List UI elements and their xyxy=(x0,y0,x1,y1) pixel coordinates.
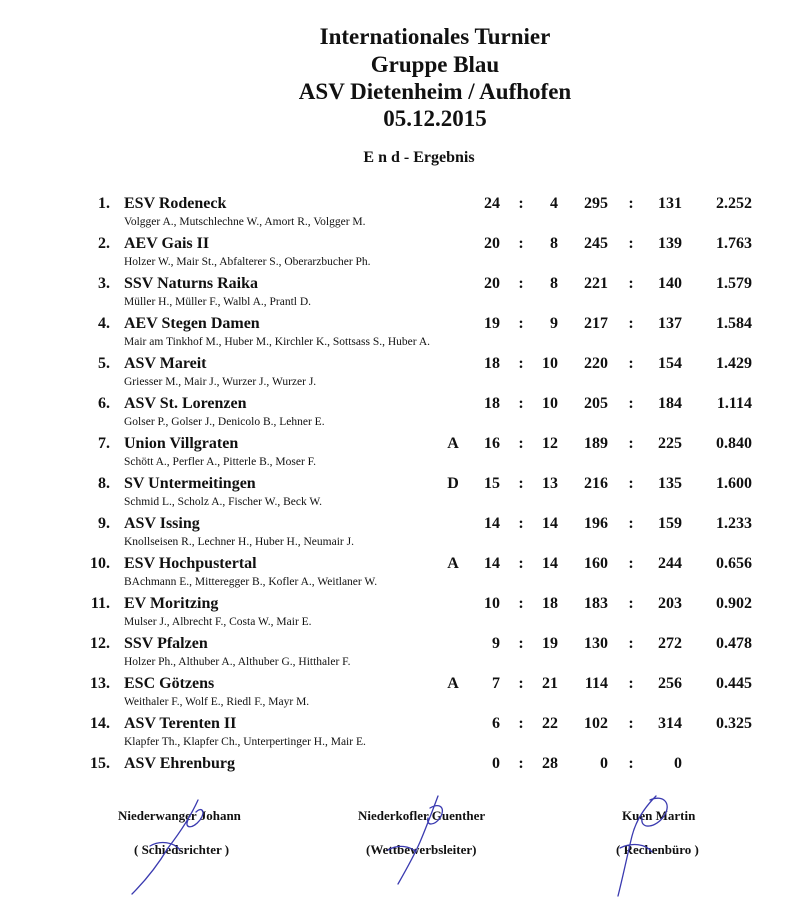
points-against: 244 xyxy=(658,555,682,572)
points-for: 220 xyxy=(584,355,608,372)
team-name: Union Villgraten xyxy=(124,435,239,452)
team-name: ASV Terenten II xyxy=(124,715,237,732)
wins: 6 xyxy=(492,715,500,732)
quotient: 0.840 xyxy=(716,435,752,452)
separator: : xyxy=(628,355,634,372)
points-against: 135 xyxy=(658,475,682,492)
team-name: AEV Gais II xyxy=(124,235,210,252)
losses: 12 xyxy=(542,435,558,452)
team-name: ASV Issing xyxy=(124,515,200,532)
team-name: ASV St. Lorenzen xyxy=(124,395,247,412)
wins: 0 xyxy=(492,755,500,772)
rank: 11. xyxy=(90,595,110,612)
rank: 15. xyxy=(90,755,110,772)
points-against: 137 xyxy=(658,315,682,332)
separator: : xyxy=(628,515,634,532)
separator: : xyxy=(518,435,524,452)
separator: : xyxy=(518,715,524,732)
signature-role-referee: ( Schiedsrichter ) xyxy=(134,842,230,857)
separator: : xyxy=(518,195,524,212)
player-names: Schött A., Perfler A., Pitterle B., Moser F. xyxy=(124,456,317,468)
separator: : xyxy=(628,435,634,452)
country-flag: D xyxy=(447,475,459,492)
quotient: 1.114 xyxy=(716,395,752,412)
player-names: Mair am Tinkhof M., Huber M., Kirchler K., Sottsass S., Huber A. xyxy=(124,336,431,348)
signature-name-director: Niederkofler Guenther xyxy=(358,808,486,823)
quotient: 0.478 xyxy=(716,635,752,652)
wins: 7 xyxy=(492,675,500,692)
player-names: Mulser J., Albrecht F., Costa W., Mair E. xyxy=(124,616,312,628)
result-subtitle: E n d - Ergebnis xyxy=(363,149,475,166)
team-name: SSV Naturns Raika xyxy=(124,275,258,292)
team-name: ASV Mareit xyxy=(124,355,207,372)
player-names: Holzer W., Mair St., Abfalterer S., Oberarzbucher Ph. xyxy=(124,256,371,268)
losses: 18 xyxy=(542,595,558,612)
separator: : xyxy=(518,675,524,692)
country-flag: A xyxy=(447,675,459,692)
losses: 14 xyxy=(542,555,558,572)
points-for: 0 xyxy=(600,755,608,772)
rank: 13. xyxy=(90,675,110,692)
rank: 10. xyxy=(90,555,110,572)
separator: : xyxy=(518,395,524,412)
player-names: Weithaler F., Wolf E., Riedl F., Mayr M. xyxy=(124,696,310,708)
rank: 12. xyxy=(90,635,110,652)
rank: 4. xyxy=(98,315,110,332)
player-names: Schmid L., Scholz A., Fischer W., Beck W. xyxy=(124,496,323,508)
losses: 8 xyxy=(550,275,558,292)
separator: : xyxy=(628,715,634,732)
separator: : xyxy=(518,235,524,252)
rank: 9. xyxy=(98,515,110,532)
losses: 9 xyxy=(550,315,558,332)
signature-stroke-office xyxy=(618,796,667,896)
points-against: 154 xyxy=(658,355,682,372)
separator: : xyxy=(518,355,524,372)
points-for: 114 xyxy=(584,675,608,692)
losses: 22 xyxy=(542,715,558,732)
wins: 15 xyxy=(484,475,500,492)
rank: 1. xyxy=(98,195,110,212)
losses: 4 xyxy=(550,195,558,212)
player-names: Golser P., Golser J., Denicolo B., Lehner E. xyxy=(124,416,325,428)
points-against: 184 xyxy=(658,395,682,412)
wins: 9 xyxy=(492,635,500,652)
signature-stroke-referee xyxy=(132,800,203,894)
rank: 3. xyxy=(98,275,110,292)
wins: 18 xyxy=(484,355,500,372)
team-name: ASV Ehrenburg xyxy=(124,755,235,772)
wins: 19 xyxy=(484,315,500,332)
points-against: 159 xyxy=(658,515,682,532)
team-name: ESV Rodeneck xyxy=(124,195,227,212)
wins: 14 xyxy=(484,555,500,572)
points-for: 183 xyxy=(584,595,608,612)
player-names: Müller H., Müller F., Walbl A., Prantl D. xyxy=(124,296,312,308)
separator: : xyxy=(518,635,524,652)
separator: : xyxy=(518,315,524,332)
country-flag: A xyxy=(447,435,459,452)
player-names: Klapfer Th., Klapfer Ch., Unterpertinger H., Mair E. xyxy=(124,736,366,748)
losses: 28 xyxy=(542,755,558,772)
header-group: Gruppe Blau xyxy=(370,52,500,77)
signature-role-office: ( Rechenbüro ) xyxy=(616,842,699,857)
wins: 14 xyxy=(484,515,500,532)
separator: : xyxy=(518,555,524,572)
separator: : xyxy=(518,755,524,772)
wins: 18 xyxy=(484,395,500,412)
points-against: 139 xyxy=(658,235,682,252)
rank: 2. xyxy=(98,235,110,252)
separator: : xyxy=(628,675,634,692)
losses: 21 xyxy=(542,675,558,692)
wins: 20 xyxy=(484,275,500,292)
header-venue: ASV Dietenheim / Aufhofen xyxy=(298,79,572,104)
points-for: 217 xyxy=(584,315,608,332)
separator: : xyxy=(628,755,634,772)
separator: : xyxy=(518,595,524,612)
losses: 10 xyxy=(542,355,558,372)
separator: : xyxy=(628,235,634,252)
points-for: 221 xyxy=(584,275,608,292)
player-names: BAchmann E., Mitteregger B., Kofler A., Weitlaner W. xyxy=(124,576,378,588)
separator: : xyxy=(628,395,634,412)
rank: 5. xyxy=(98,355,110,372)
points-against: 314 xyxy=(658,715,682,732)
separator: : xyxy=(628,555,634,572)
losses: 10 xyxy=(542,395,558,412)
wins: 16 xyxy=(484,435,500,452)
points-for: 160 xyxy=(584,555,608,572)
points-for: 130 xyxy=(584,635,608,652)
header-title: Internationales Turnier xyxy=(319,24,551,49)
points-for: 189 xyxy=(584,435,608,452)
points-against: 272 xyxy=(658,635,682,652)
quotient: 1.600 xyxy=(716,475,752,492)
separator: : xyxy=(518,515,524,532)
signature-stroke-director xyxy=(388,796,442,884)
separator: : xyxy=(518,275,524,292)
rank: 6. xyxy=(98,395,110,412)
points-against: 0 xyxy=(674,755,682,772)
points-for: 196 xyxy=(584,515,608,532)
team-name: SV Untermeitingen xyxy=(124,475,256,492)
points-against: 225 xyxy=(658,435,682,452)
signature-name-referee: Niederwanger Johann xyxy=(118,808,241,823)
team-name: ESV Hochpustertal xyxy=(124,555,257,572)
player-names: Knollseisen R., Lechner H., Huber H., Neumair J. xyxy=(124,536,354,548)
losses: 19 xyxy=(542,635,558,652)
points-for: 102 xyxy=(584,715,608,732)
points-against: 140 xyxy=(658,275,682,292)
quotient: 0.656 xyxy=(716,555,752,572)
team-name: SSV Pfalzen xyxy=(124,635,208,652)
points-for: 295 xyxy=(584,195,608,212)
quotient: 1.584 xyxy=(716,315,752,332)
losses: 13 xyxy=(542,475,558,492)
points-for: 245 xyxy=(584,235,608,252)
wins: 24 xyxy=(484,195,500,212)
quotient: 1.763 xyxy=(716,235,752,252)
separator: : xyxy=(628,195,634,212)
country-flag: A xyxy=(447,555,459,572)
rank: 14. xyxy=(90,715,110,732)
points-for: 205 xyxy=(584,395,608,412)
separator: : xyxy=(628,635,634,652)
wins: 10 xyxy=(484,595,500,612)
points-against: 203 xyxy=(658,595,682,612)
separator: : xyxy=(628,475,634,492)
quotient: 0.902 xyxy=(716,595,752,612)
losses: 14 xyxy=(542,515,558,532)
quotient: 1.233 xyxy=(716,515,752,532)
points-against: 256 xyxy=(658,675,682,692)
player-names: Volgger A., Mutschlechne W., Amort R., Volgger M. xyxy=(124,216,366,228)
rank: 8. xyxy=(98,475,110,492)
team-name: ESC Götzens xyxy=(124,675,215,692)
signature-name-office: Kuen Martin xyxy=(622,808,696,823)
signature-role-director: (Wettbewerbsleiter) xyxy=(366,842,477,857)
separator: : xyxy=(628,595,634,612)
losses: 8 xyxy=(550,235,558,252)
quotient: 2.252 xyxy=(716,195,752,212)
points-against: 131 xyxy=(658,195,682,212)
quotient: 1.579 xyxy=(716,275,752,292)
wins: 20 xyxy=(484,235,500,252)
rank: 7. xyxy=(98,435,110,452)
separator: : xyxy=(628,315,634,332)
header-date: 05.12.2015 xyxy=(383,106,487,131)
player-names: Holzer Ph., Althuber A., Althuber G., Hitthaler F. xyxy=(124,656,351,668)
quotient: 0.325 xyxy=(716,715,752,732)
separator: : xyxy=(518,475,524,492)
points-for: 216 xyxy=(584,475,608,492)
quotient: 1.429 xyxy=(716,355,752,372)
team-name: EV Moritzing xyxy=(124,595,219,612)
quotient: 0.445 xyxy=(716,675,752,692)
separator: : xyxy=(628,275,634,292)
player-names: Griesser M., Mair J., Wurzer J., Wurzer J. xyxy=(124,376,317,388)
team-name: AEV Stegen Damen xyxy=(124,315,260,332)
